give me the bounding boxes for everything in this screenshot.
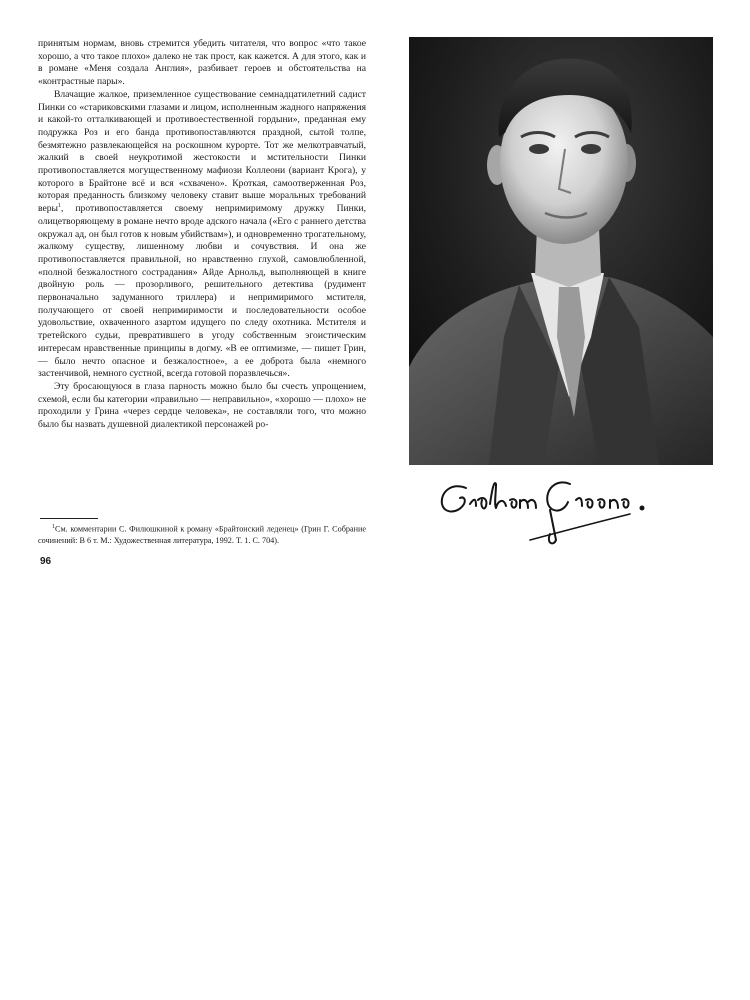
- footnote-divider: [40, 518, 98, 519]
- page-number: 96: [40, 556, 52, 567]
- paragraph-1: принятым нормам, вновь стремится убедить читателя, что вопрос «что такое хорошо, а что такое плохо» далеко не так прост, как кажется. А для этого, как и в романе «Меня создала Англия», разбивает героев и обстоятельства на «контрастные пары».: [38, 38, 366, 88]
- author-signature: [430, 470, 680, 550]
- footnote-text: См. комментарии С. Филюшкиной к роману «Брайтонский леденец» (Грин Г. Собрание сочинений: В 6 т. М.: Художественная литература, 1992. Т. 1. С. 704).: [38, 524, 366, 545]
- footnote-reference: 1: [57, 202, 61, 209]
- paragraph-3: Эту бросающуюся в глаза парность можно было бы счесть упрощением, схемой, если бы категории «правильно — неправильно», «хорошо — плохо» не проходили у Грина «через сердце человека», не составляли того, что можно было бы назвать душевной диалектикой персонажей ро-: [38, 380, 366, 431]
- main-text-column: [38, 38, 366, 432]
- paragraph-2: [38, 89, 366, 381]
- footnote-body: [38, 522, 366, 546]
- footnote-marker: 1: [52, 524, 55, 530]
- footnote: [38, 522, 366, 546]
- paragraph-2-text: Влачащие жалкое, приземленное существование семнадцатилетний садист Пинки со «стариковскими глазами и лицом, исполненным жадного напряжения и какой-то отталкивающей и противоестественной гордыни», преданная ему подружка Роз и его банда противопоставляются праздной, сытой толпе, безмятежно развлекающейся на роскошном курорте. Тот же мелкотравчатый, жалкий в своей неукротимой жестокости и мстительности Пинки противопоставляется могущественному мафиози Коллеони (вариант Крога), у которого в Брайтоне всё и вся «схвачено». Кроткая, самоотверженная Роз, которая преданность близкому человеку ставит выше моральных требований веры: [38, 88, 366, 215]
- portrait-photo: [409, 37, 713, 465]
- paragraph-2-text-continued: , противопоставляется своему непримиримому дружку Пинки, олицетворяющему в романе нечто вроде адского начала («Его с раннего детства окружал ад, он был готов к новым убийствам»), и одновременно трогательному, жалкому существу, лишенному любви и сочувствия. И она же противопоставляется правильной, но нравственно глухой, самовлюбленной, «полной безжалостного сострадания» Айде Арнольд, выполняющей в книге двойную роль — прозорливого, решительного детектива (рудимент первоначально задуманного триллера) и непримиримого мстителя, получающего от своей непримиримости и последовательности особое удовольствие, охваченного азартом идущего по следу охотника. Мстителя и третейского судьи, превратившего в угоду собственным эгоистическим интересам нравственные принципы в догму. «В ее оптимизме, — пишет Грин, — было нечто опасное и безжалостное», а ее доброта была «немного застенчивой, немного сустной, всегда готовой поразвлечься».: [38, 203, 366, 380]
